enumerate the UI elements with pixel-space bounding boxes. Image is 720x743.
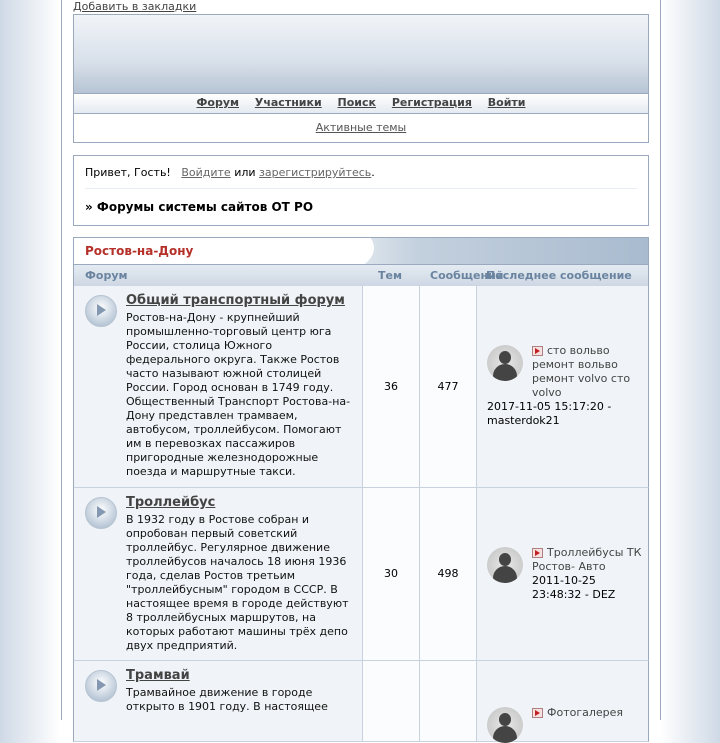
column-headers xyxy=(73,264,649,287)
greeting-dot: . xyxy=(371,166,375,179)
avatar-head-shape xyxy=(499,553,511,566)
forum-read-icon xyxy=(85,670,117,702)
topics-cell xyxy=(363,661,420,741)
welcome-box xyxy=(73,155,649,226)
last-post-meta: 2011-10-25 23:48:32 - DEZ xyxy=(532,574,616,601)
last-post-cell xyxy=(477,286,648,487)
user-avatar[interactable] xyxy=(487,707,523,743)
avatar-body-shape xyxy=(493,364,517,381)
topics-cell xyxy=(363,286,420,487)
last-post-link[interactable]: Фотогалерея xyxy=(547,706,624,719)
active-topics-bar xyxy=(73,112,649,143)
topics-count: 30 xyxy=(384,567,398,580)
last-post-info xyxy=(532,546,644,602)
avatar-body-shape xyxy=(493,726,517,743)
posts-cell xyxy=(420,488,477,660)
goto-post-icon[interactable] xyxy=(532,708,543,718)
avatar-body-shape xyxy=(493,566,517,583)
category-swoosh-decoration xyxy=(254,237,374,265)
col-posts: Сообщений xyxy=(430,269,504,282)
category-header xyxy=(73,237,649,265)
forum-cell xyxy=(74,286,363,487)
category-title[interactable]: Ростов-на-Дону xyxy=(85,244,194,258)
posts-cell xyxy=(420,286,477,487)
divider xyxy=(85,188,637,189)
site-header-banner xyxy=(73,14,649,94)
user-avatar[interactable] xyxy=(487,547,523,583)
forum-row xyxy=(73,488,649,661)
last-post-meta: 2017-11-05 15:17:20 - masterdok21 xyxy=(487,400,612,427)
greeting-or: или xyxy=(234,166,256,179)
topics-count: 36 xyxy=(384,379,398,393)
col-topics: Тем xyxy=(378,269,402,282)
forum-row xyxy=(73,661,649,742)
greeting-hello: Привет, Гость! xyxy=(85,166,171,179)
goto-post-icon[interactable] xyxy=(532,346,543,356)
forum-read-icon xyxy=(85,295,117,327)
forum-title-link[interactable]: Общий транспортный форум xyxy=(126,293,345,308)
goto-post-icon[interactable] xyxy=(532,548,543,558)
breadcrumb: » Форумы системы сайтов ОТ РО xyxy=(85,200,314,214)
posts-count: 477 xyxy=(437,379,459,393)
forum-cell xyxy=(74,488,363,660)
greeting-line xyxy=(85,166,375,179)
col-last-post: Последнее сообщение xyxy=(486,269,632,282)
forum-cell xyxy=(74,661,363,741)
forum-description: В 1932 году в Ростове собран и опробован первый советский троллейбус. Регулярное движение троллейбусов началось 18 июня 1936 года, сделав Ростов третьим "троллейбусным" городом в СССР. В настоящее время в городе действуют 8 троллейбусных маршрутов, на которых работают машины трёх депо двух предприятий. xyxy=(126,513,349,652)
register-link[interactable]: зарегистрируйтесь xyxy=(259,166,372,179)
nav-search[interactable]: Поиск xyxy=(337,96,376,109)
user-avatar[interactable] xyxy=(487,345,523,381)
main-nav xyxy=(73,93,649,114)
nav-forum[interactable]: Форум xyxy=(196,96,239,109)
nav-register[interactable]: Регистрация xyxy=(391,96,472,109)
nav-members[interactable]: Участники xyxy=(254,96,322,109)
forum-row xyxy=(73,286,649,488)
last-post-info xyxy=(532,706,642,720)
active-topics-link[interactable]: Активные темы xyxy=(315,121,407,134)
login-link[interactable]: Войдите xyxy=(181,166,231,179)
last-post-link[interactable]: Троллейбусы ТК Ростов- Авто xyxy=(532,546,642,573)
last-post-info xyxy=(532,344,642,400)
avatar-head-shape xyxy=(499,351,511,364)
forum-title-link[interactable]: Трамвай xyxy=(126,668,190,683)
last-post-cell xyxy=(477,661,648,741)
forum-description: Трамвайное движение в городе открыто в 1901 году. В настоящее xyxy=(126,686,328,713)
last-post-cell xyxy=(477,488,648,660)
last-post-link[interactable]: сто вольво ремонт вольво ремонт volvo сто volvo xyxy=(532,344,631,399)
topics-cell xyxy=(363,488,420,660)
posts-cell xyxy=(420,661,477,741)
col-forum: Форум xyxy=(85,269,128,282)
forum-read-icon xyxy=(85,497,117,529)
posts-count: 498 xyxy=(437,567,459,580)
forum-title-link[interactable]: Троллейбус xyxy=(126,495,216,510)
page-container xyxy=(61,0,661,720)
forum-description: Ростов-на-Дону - крупнейший промышленно-торговый центр юга России, столица Южного федерального округа. Также Ростов часто называют южной столицей России. Город основан в 1749 году. Общественный Транспорт Ростова-на-Дону представлен трамваем, автобусом, троллейбусом. Помогают им в перевозках пассажиров пригородные железнодорожные поезда и маршрутные такси. xyxy=(126,311,351,478)
nav-login[interactable]: Войти xyxy=(487,96,526,109)
bookmark-link[interactable]: Добавить в закладки xyxy=(73,0,197,13)
